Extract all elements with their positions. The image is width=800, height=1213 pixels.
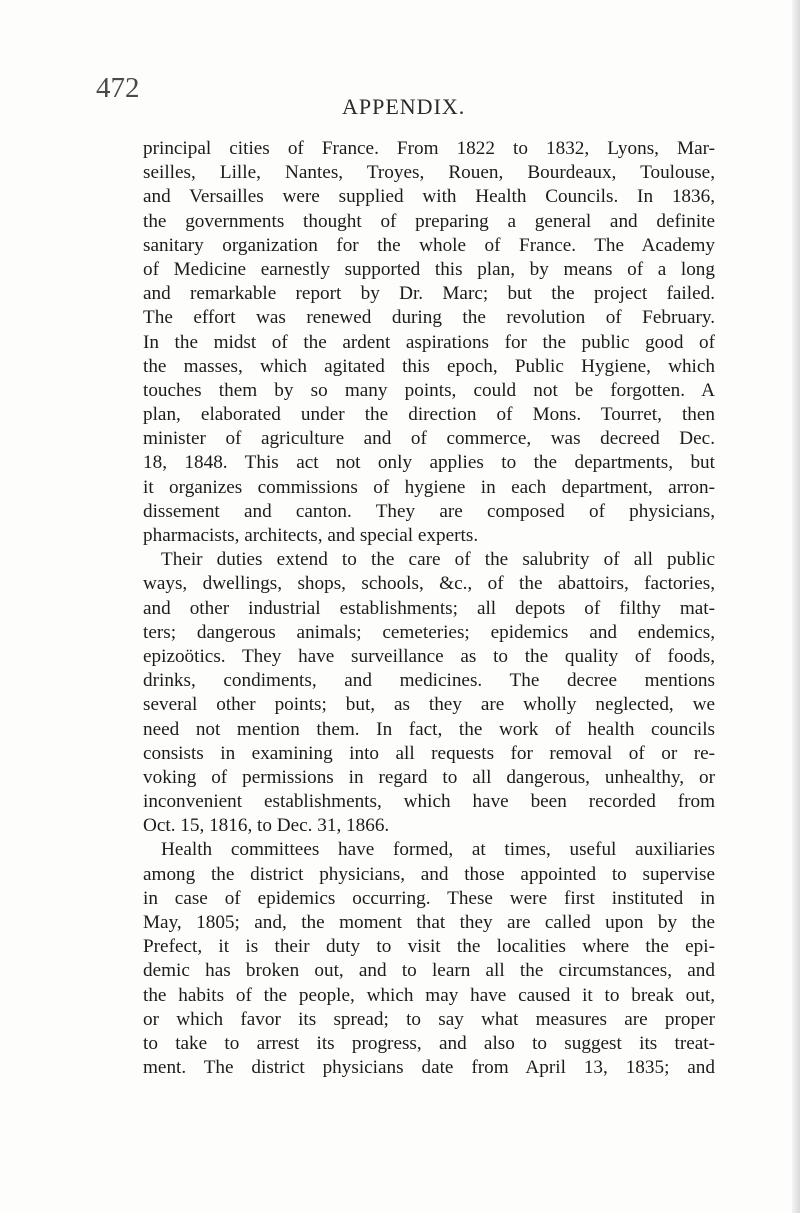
- text-line: to take to arrest its progress, and also to suggest its treat-: [143, 1032, 715, 1054]
- text-line: inconvenient establishments, which have been recorded from: [143, 791, 715, 813]
- text-line: seilles, Lille, Nantes, Troyes, Rouen, Bourdeaux, Toulouse,: [143, 162, 715, 184]
- text-line: ways, dwellings, shops, schools, &c., of the abattoirs, factories,: [143, 573, 715, 595]
- text-line: it organizes commissions of hygiene in each department, arron-: [143, 476, 715, 498]
- text-line: the habits of the people, which may have caused it to break out,: [143, 984, 715, 1006]
- text-line: of Medicine earnestly supported this plan, by means of a long: [143, 258, 715, 280]
- text-line: 18, 1848. This act not only applies to the departments, but: [143, 452, 715, 474]
- text-line: the masses, which agitated this epoch, Public Hygiene, which: [143, 355, 715, 377]
- text-line: The effort was renewed during the revolution of February.: [143, 307, 715, 329]
- text-line: touches them by so many points, could not be forgotten. A: [143, 379, 715, 401]
- page-edge-shadow: [792, 0, 800, 1213]
- text-line: the governments thought of preparing a general and definite: [143, 210, 715, 232]
- text-line: In the midst of the ardent aspirations for the public good of: [143, 331, 715, 353]
- text-line: principal cities of France. From 1822 to 1832, Lyons, Mar-: [143, 138, 715, 159]
- text-line: ters; dangerous animals; cemeteries; epidemics and endemics,: [143, 621, 715, 643]
- text-line: voking of permissions in regard to all dangerous, unhealthy, or: [143, 766, 715, 788]
- text-line: plan, elaborated under the direction of Mons. Tourret, then: [143, 404, 715, 426]
- text-line: demic has broken out, and to learn all the circumstances, and: [143, 960, 715, 982]
- text-line: epizoötics. They have surveillance as to the quality of foods,: [143, 645, 715, 667]
- text-line: in case of epidemics occurring. These were first instituted in: [143, 887, 715, 909]
- text-line: several other points; but, as they are wholly neglected, we: [143, 694, 715, 716]
- text-line: Prefect, it is their duty to visit the localities where the epi-: [143, 936, 715, 958]
- text-line: Oct. 15, 1816, to Dec. 31, 1866.: [143, 815, 390, 837]
- text-line: minister of agriculture and of commerce, was decreed Dec.: [143, 428, 715, 450]
- text-line: drinks, condiments, and medicines. The decree mentions: [143, 670, 715, 692]
- text-line: need not mention them. In fact, the work of health councils: [143, 718, 715, 740]
- text-line: and other industrial establishments; all depots of filthy mat-: [143, 597, 715, 619]
- text-line: sanitary organization for the whole of France. The Academy: [143, 234, 715, 256]
- text-line: and Versailles were supplied with Health Councils. In 1836,: [143, 186, 715, 208]
- text-line: and remarkable report by Dr. Marc; but the project failed.: [143, 283, 715, 305]
- text-line: Their duties extend to the care of the salubrity of all public: [161, 549, 715, 571]
- text-line: among the district physicians, and those appointed to supervise: [143, 863, 715, 885]
- text-line: or which favor its spread; to say what measures are proper: [143, 1008, 715, 1030]
- text-line: May, 1805; and, the moment that they are called upon by the: [143, 912, 715, 933]
- text-line: pharmacists, architects, and special experts.: [143, 525, 479, 546]
- running-head: APPENDIX.: [342, 94, 466, 119]
- text-line: consists in examining into all requests for removal of or re-: [143, 742, 715, 764]
- text-line: Health committees have formed, at times, useful auxiliaries: [161, 839, 715, 861]
- text-line: dissement and canton. They are composed of physicians,: [143, 500, 715, 522]
- page-number: 472: [96, 72, 140, 104]
- body-text: [143, 137, 715, 1080]
- text-line: ment. The district physicians date from April 13, 1835; and: [143, 1057, 715, 1079]
